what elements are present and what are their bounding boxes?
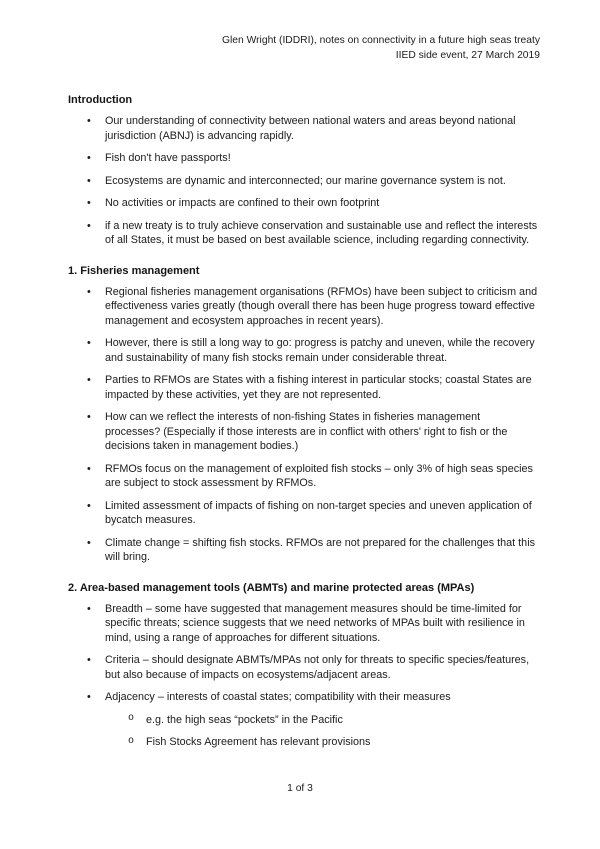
section-abmts-mpas	[68, 581, 538, 750]
bullet-icon: •	[87, 374, 91, 386]
sub-bullet-icon: o	[128, 713, 135, 724]
bullet-icon: •	[87, 654, 91, 666]
bullet-text: Adjacency – interests of coastal states; compatibility with their measures	[105, 691, 451, 703]
bullet-icon: •	[87, 174, 91, 187]
bullet-text: Ecosystems are dynamic and interconnected; our marine governance system is not.	[105, 174, 506, 187]
bullet-item	[68, 653, 538, 682]
bullet-text: Limited assessment of impacts of fishing on non-target species and uneven application of bycatch measures.	[105, 499, 532, 526]
sub-bullet-list	[105, 713, 538, 750]
bullet-list	[68, 114, 538, 248]
bullet-list	[68, 602, 538, 750]
bullet-item	[68, 196, 538, 211]
bullet-icon: •	[87, 462, 91, 475]
bullet-item	[68, 602, 538, 646]
bullet-icon: •	[87, 219, 91, 232]
bullet-icon: •	[87, 411, 91, 423]
sub-bullet-text: e.g. the high seas “pockets” in the Pacific	[146, 713, 343, 726]
bullet-icon: •	[87, 337, 91, 349]
bullet-text: if a new treaty is to truly achieve conservation and sustainable use and reflect the interests of all States, it must be based on best available science, including regarding connectivity.	[105, 219, 538, 246]
header-line-1: Glen Wright (IDDRI), notes on connectivity in a future high seas treaty	[221, 35, 540, 46]
section-fisheries-management	[68, 264, 538, 565]
bullet-item	[68, 219, 538, 248]
bullet-text: Fish don't have passports!	[105, 152, 231, 164]
bullet-item	[68, 114, 538, 143]
bullet-item	[68, 690, 538, 750]
sub-bullet-item	[105, 713, 538, 728]
bullet-text: Our understanding of connectivity between national waters and areas beyond national jurisdiction (ABNJ) is advancing rapidly.	[105, 115, 516, 142]
bullet-icon: •	[87, 536, 91, 549]
bullet-icon: •	[87, 602, 91, 615]
bullet-item	[68, 373, 538, 402]
bullet-icon: •	[87, 152, 91, 164]
bullet-text: How can we reflect the interests of non-fishing States in fisheries management processes? (Especially if those interests are in conflict with others' right to fish or the decisions taken in management bodies.)	[105, 411, 508, 452]
document-footer	[0, 783, 600, 794]
bullet-icon: •	[87, 691, 91, 703]
section-heading: Introduction	[68, 94, 133, 106]
section-heading: 1. Fisheries management	[68, 264, 200, 277]
bullet-text: Breadth – some have suggested that management measures should be time-limited for specific threats; science suggests that we need networks of MPAs built with resilience in mind, using a range of approaches for different situations.	[105, 602, 525, 644]
section-introduction	[68, 93, 538, 248]
bullet-icon: •	[87, 197, 91, 209]
bullet-icon: •	[87, 499, 91, 512]
bullet-icon: •	[87, 285, 91, 298]
header-line-2: IIED side event, 27 March 2019	[395, 50, 540, 61]
bullet-item	[68, 499, 538, 528]
bullet-text: RFMOs focus on the management of exploited fish stocks – only 3% of high seas species are subject to stock assessment by RFMOs.	[105, 462, 533, 489]
bullet-item	[68, 462, 538, 491]
document-body	[68, 93, 538, 758]
bullet-text: Regional fisheries management organisations (RFMOs) have been subject to criticism and effectiveness varies greatly (though overall there has been huge progress toward effective management and ecosystem approaches in recent years).	[105, 285, 538, 327]
bullet-item	[68, 151, 538, 166]
bullet-text: Climate change = shifting fish stocks. RFMOs are not prepared for the challenges that this will bring.	[105, 536, 535, 563]
bullet-text: No activities or impacts are confined to their own footprint	[105, 197, 380, 209]
section-heading: 2. Area-based management tools (ABMTs) and marine protected areas (MPAs)	[68, 581, 475, 594]
bullet-text: However, there is still a long way to go: progress is patchy and uneven, while the recovery and sustainability of many fish stocks remain under considerable threat.	[105, 337, 535, 364]
sub-bullet-text: Fish Stocks Agreement has relevant provisions	[146, 736, 371, 748]
sub-bullet-icon: o	[128, 735, 135, 747]
bullet-item	[68, 174, 538, 189]
document-header	[68, 33, 540, 63]
bullet-item	[68, 410, 538, 454]
sub-bullet-item	[105, 735, 538, 750]
bullet-icon: •	[87, 115, 91, 127]
page-number: 1 of 3	[287, 783, 313, 794]
bullet-list	[68, 285, 538, 565]
bullet-item	[68, 336, 538, 365]
bullet-text: Parties to RFMOs are States with a fishing interest in particular stocks; coastal States are impacted by these activities, yet they are not represented.	[105, 374, 532, 401]
bullet-item	[68, 536, 538, 565]
bullet-text: Criteria – should designate ABMTs/MPAs not only for threats to specific species/features, but also because of impacts on ecosystems/adjacent areas.	[105, 654, 530, 681]
bullet-item	[68, 285, 538, 329]
